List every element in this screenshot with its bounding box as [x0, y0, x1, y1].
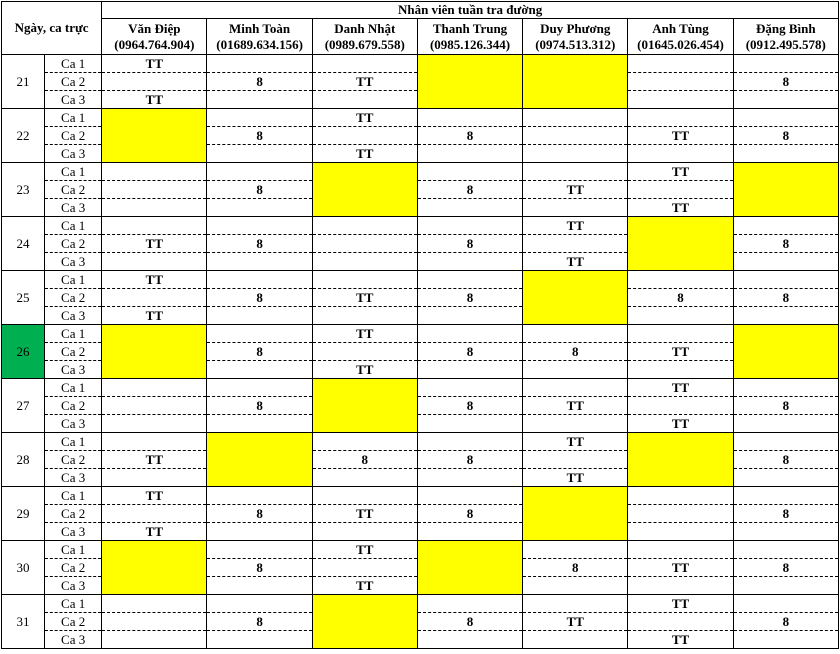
shift-cell: 8: [417, 343, 522, 361]
shift-cell: 8: [417, 289, 522, 307]
shift-cell: 8: [207, 397, 312, 415]
shift-cell: [417, 163, 522, 181]
shift-cell: [733, 307, 838, 325]
shift-label: Ca 1: [45, 163, 102, 181]
shift-cell: 8: [207, 613, 312, 631]
shift-cell: [523, 595, 628, 613]
shift-cell: TT: [312, 325, 417, 343]
schedule-row: [2, 217, 839, 235]
shift-cell: [102, 397, 207, 415]
shift-cell: [312, 469, 417, 487]
shift-cell: TT: [312, 289, 417, 307]
day-number: 28: [2, 433, 45, 487]
day-number: 21: [2, 55, 45, 109]
shift-label: Ca 2: [45, 289, 102, 307]
shift-cell: [628, 73, 733, 91]
employee-name: Văn Điệp: [128, 20, 181, 36]
shift-label: Ca 1: [45, 379, 102, 397]
shift-cell: [417, 487, 522, 505]
shift-cell: [417, 109, 522, 127]
shift-cell: [523, 379, 628, 397]
shift-label: Ca 2: [45, 613, 102, 631]
shift-cell: 8: [523, 559, 628, 577]
schedule-row: [2, 307, 839, 325]
shift-cell: [523, 631, 628, 649]
shift-cell: [523, 127, 628, 145]
shift-cell: [523, 145, 628, 163]
shift-label: Ca 2: [45, 397, 102, 415]
shift-cell: 8: [733, 559, 838, 577]
patrol-schedule-table: [1, 1, 839, 649]
shift-cell: [102, 613, 207, 631]
shift-cell: TT: [523, 217, 628, 235]
shift-cell: [733, 91, 838, 109]
shift-cell: [628, 271, 733, 289]
shift-cell: TT: [523, 469, 628, 487]
off-day-cell: [523, 271, 628, 325]
shift-cell: [102, 289, 207, 307]
patrol-staff-group-header: Nhân viên tuần tra đường: [102, 2, 839, 19]
shift-cell: [312, 217, 417, 235]
shift-label: Ca 3: [45, 469, 102, 487]
off-day-cell: [628, 433, 733, 487]
shift-cell: [628, 325, 733, 343]
shift-cell: [102, 415, 207, 433]
day-number: 23: [2, 163, 45, 217]
shift-cell: [523, 361, 628, 379]
shift-cell: [628, 145, 733, 163]
off-day-cell: [312, 163, 417, 217]
shift-cell: TT: [102, 307, 207, 325]
off-day-cell: [523, 487, 628, 541]
shift-cell: TT: [523, 253, 628, 271]
shift-cell: TT: [523, 181, 628, 199]
shift-cell: 8: [417, 235, 522, 253]
shift-cell: [628, 91, 733, 109]
shift-cell: 8: [417, 181, 522, 199]
employee-header: [733, 19, 838, 55]
employee-header: [102, 19, 207, 55]
schedule-row: [2, 379, 839, 397]
shift-cell: [523, 109, 628, 127]
off-day-cell: [102, 109, 207, 163]
schedule-row: [2, 289, 839, 307]
shift-cell: [417, 253, 522, 271]
shift-cell: [207, 541, 312, 559]
shift-cell: [312, 343, 417, 361]
shift-cell: [207, 577, 312, 595]
shift-cell: [417, 217, 522, 235]
shift-cell: [628, 487, 733, 505]
shift-cell: TT: [102, 451, 207, 469]
employee-header: [207, 19, 312, 55]
shift-cell: [628, 55, 733, 73]
shift-cell: 8: [417, 613, 522, 631]
shift-label: Ca 1: [45, 595, 102, 613]
shift-cell: TT: [102, 523, 207, 541]
shift-cell: [628, 109, 733, 127]
shift-cell: 8: [417, 451, 522, 469]
shift-cell: [628, 361, 733, 379]
shift-label: Ca 2: [45, 73, 102, 91]
employee-name: Đặng Bình: [756, 20, 816, 36]
shift-cell: [207, 145, 312, 163]
shift-cell: TT: [523, 397, 628, 415]
shift-cell: [102, 199, 207, 217]
shift-cell: TT: [523, 613, 628, 631]
shift-cell: [733, 433, 838, 451]
shift-cell: [733, 577, 838, 595]
shift-cell: TT: [102, 55, 207, 73]
shift-label: Ca 2: [45, 181, 102, 199]
shift-label: Ca 1: [45, 541, 102, 559]
shift-cell: 8: [207, 181, 312, 199]
employee-header: [312, 19, 417, 55]
day-shift-header: Ngày, ca trực: [2, 2, 102, 55]
off-day-cell: [102, 325, 207, 379]
shift-cell: TT: [312, 145, 417, 163]
shift-cell: [628, 307, 733, 325]
schedule-row: [2, 163, 839, 181]
off-day-cell: [312, 595, 417, 649]
schedule-row: [2, 199, 839, 217]
employee-phone: (01689.634.156): [216, 36, 303, 52]
employee-phone: (0974.513.312): [535, 36, 616, 52]
shift-cell: [207, 415, 312, 433]
shift-cell: TT: [102, 235, 207, 253]
shift-cell: 8: [207, 235, 312, 253]
shift-cell: [102, 181, 207, 199]
shift-cell: 8: [417, 127, 522, 145]
shift-cell: [312, 91, 417, 109]
off-day-cell: [207, 433, 312, 487]
shift-cell: TT: [628, 559, 733, 577]
shift-cell: [312, 271, 417, 289]
shift-label: Ca 1: [45, 109, 102, 127]
shift-cell: TT: [312, 541, 417, 559]
off-day-cell: [417, 541, 522, 595]
off-day-cell: [628, 217, 733, 271]
shift-label: Ca 3: [45, 91, 102, 109]
off-day-cell: [733, 325, 838, 379]
shift-label: Ca 3: [45, 415, 102, 433]
shift-cell: [207, 217, 312, 235]
shift-label: Ca 2: [45, 505, 102, 523]
shift-cell: [523, 163, 628, 181]
shift-cell: [102, 433, 207, 451]
shift-cell: [523, 325, 628, 343]
schedule-row: [2, 415, 839, 433]
shift-cell: 8: [207, 505, 312, 523]
shift-cell: 8: [207, 289, 312, 307]
shift-cell: [417, 415, 522, 433]
day-number: 22: [2, 109, 45, 163]
shift-cell: 8: [733, 397, 838, 415]
shift-cell: [207, 199, 312, 217]
shift-cell: 8: [733, 127, 838, 145]
shift-cell: [207, 487, 312, 505]
shift-label: Ca 2: [45, 451, 102, 469]
shift-label: Ca 3: [45, 307, 102, 325]
shift-cell: TT: [628, 127, 733, 145]
shift-cell: TT: [628, 631, 733, 649]
schedule-row: [2, 325, 839, 343]
shift-cell: 8: [733, 451, 838, 469]
shift-cell: TT: [312, 109, 417, 127]
shift-label: Ca 2: [45, 343, 102, 361]
shift-cell: 8: [733, 613, 838, 631]
shift-cell: [628, 397, 733, 415]
shift-cell: [207, 325, 312, 343]
off-day-cell: [312, 379, 417, 433]
employee-phone: (0912.495.578): [745, 36, 826, 52]
shift-label: Ca 3: [45, 199, 102, 217]
off-day-cell: [102, 541, 207, 595]
employee-header: [417, 19, 522, 55]
shift-cell: [417, 469, 522, 487]
day-number: 25: [2, 271, 45, 325]
schedule-row: [2, 109, 839, 127]
shift-cell: [733, 541, 838, 559]
schedule-row: [2, 631, 839, 649]
shift-cell: [733, 55, 838, 73]
employee-name: Thanh Trung: [432, 20, 508, 36]
shift-cell: [207, 91, 312, 109]
day-number: 30: [2, 541, 45, 595]
schedule-row: [2, 181, 839, 199]
shift-cell: [417, 361, 522, 379]
shift-label: Ca 3: [45, 577, 102, 595]
shift-cell: [417, 145, 522, 163]
shift-cell: 8: [733, 505, 838, 523]
shift-cell: [312, 253, 417, 271]
schedule-row: [2, 433, 839, 451]
employee-name: Minh Toàn: [229, 20, 291, 36]
shift-label: Ca 1: [45, 217, 102, 235]
shift-cell: [417, 325, 522, 343]
shift-cell: [417, 595, 522, 613]
shift-cell: [733, 271, 838, 289]
shift-label: Ca 2: [45, 127, 102, 145]
shift-cell: [733, 415, 838, 433]
shift-label: Ca 1: [45, 271, 102, 289]
employee-phone: (0964.764.904): [114, 36, 195, 52]
shift-cell: 8: [733, 73, 838, 91]
schedule-row: [2, 487, 839, 505]
shift-cell: [207, 595, 312, 613]
shift-cell: TT: [312, 577, 417, 595]
shift-cell: [733, 217, 838, 235]
shift-cell: 8: [417, 397, 522, 415]
off-day-cell: [733, 163, 838, 217]
shift-cell: TT: [312, 361, 417, 379]
shift-cell: [102, 631, 207, 649]
shift-cell: [207, 307, 312, 325]
schedule-row: [2, 397, 839, 415]
shift-cell: [523, 451, 628, 469]
shift-cell: [207, 379, 312, 397]
day-number: 27: [2, 379, 45, 433]
day-number: 24: [2, 217, 45, 271]
shift-cell: [628, 577, 733, 595]
shift-cell: [733, 253, 838, 271]
shift-cell: [417, 199, 522, 217]
schedule-row: [2, 613, 839, 631]
shift-cell: [628, 181, 733, 199]
shift-cell: [102, 253, 207, 271]
employee-phone: (0985.126.344): [429, 36, 511, 52]
shift-cell: 8: [733, 289, 838, 307]
shift-cell: 8: [628, 289, 733, 307]
shift-label: Ca 2: [45, 235, 102, 253]
shift-cell: TT: [628, 163, 733, 181]
shift-cell: [312, 235, 417, 253]
shift-cell: [733, 595, 838, 613]
shift-cell: 8: [207, 127, 312, 145]
shift-cell: [102, 595, 207, 613]
shift-cell: [733, 109, 838, 127]
shift-cell: [207, 271, 312, 289]
shift-cell: [417, 631, 522, 649]
employee-header: [523, 19, 628, 55]
employee-phone: (01645.026.454): [637, 36, 724, 52]
shift-cell: [102, 469, 207, 487]
schedule-row: [2, 541, 839, 559]
shift-cell: [102, 505, 207, 523]
shift-cell: TT: [628, 199, 733, 217]
shift-cell: [207, 523, 312, 541]
employee-phone: (0989.679.558): [324, 36, 405, 52]
shift-cell: [417, 271, 522, 289]
shift-cell: [207, 109, 312, 127]
shift-label: Ca 3: [45, 145, 102, 163]
schedule-row: [2, 271, 839, 289]
employee-name: Danh Nhật: [334, 20, 396, 36]
off-day-cell: [523, 55, 628, 109]
shift-cell: [312, 487, 417, 505]
shift-cell: [733, 469, 838, 487]
shift-cell: [312, 559, 417, 577]
shift-cell: TT: [628, 379, 733, 397]
shift-cell: [417, 523, 522, 541]
shift-cell: [312, 127, 417, 145]
shift-cell: [207, 55, 312, 73]
shift-cell: [628, 541, 733, 559]
shift-cell: TT: [102, 271, 207, 289]
shift-cell: [207, 361, 312, 379]
shift-cell: [207, 163, 312, 181]
shift-cell: [628, 505, 733, 523]
employee-header: [628, 19, 733, 55]
shift-cell: 8: [733, 235, 838, 253]
off-day-cell: [417, 55, 522, 109]
shift-cell: [102, 379, 207, 397]
shift-cell: TT: [312, 73, 417, 91]
shift-cell: [312, 307, 417, 325]
shift-cell: [733, 145, 838, 163]
day-number: 29: [2, 487, 45, 541]
shift-cell: TT: [628, 595, 733, 613]
schedule-row: [2, 523, 839, 541]
shift-cell: [523, 235, 628, 253]
schedule-row: [2, 595, 839, 613]
shift-cell: [102, 163, 207, 181]
shift-cell: TT: [628, 415, 733, 433]
shift-cell: [628, 523, 733, 541]
shift-cell: [417, 379, 522, 397]
shift-cell: TT: [628, 343, 733, 361]
shift-cell: [733, 523, 838, 541]
shift-label: Ca 1: [45, 433, 102, 451]
shift-label: Ca 1: [45, 487, 102, 505]
shift-cell: [102, 73, 207, 91]
shift-label: Ca 1: [45, 325, 102, 343]
shift-cell: [733, 379, 838, 397]
shift-cell: [523, 415, 628, 433]
day-number: 31: [2, 595, 45, 649]
shift-cell: [523, 541, 628, 559]
shift-label: Ca 3: [45, 631, 102, 649]
shift-cell: [417, 307, 522, 325]
shift-cell: [207, 253, 312, 271]
shift-cell: [102, 217, 207, 235]
shift-cell: 8: [312, 451, 417, 469]
shift-cell: [733, 631, 838, 649]
shift-cell: [523, 577, 628, 595]
shift-cell: 8: [417, 505, 522, 523]
schedule-row: [2, 505, 839, 523]
shift-cell: [312, 523, 417, 541]
shift-label: Ca 3: [45, 523, 102, 541]
employee-name: Anh Tùng: [652, 20, 709, 36]
shift-label: Ca 2: [45, 559, 102, 577]
shift-cell: [628, 613, 733, 631]
shift-cell: 8: [207, 73, 312, 91]
shift-cell: [733, 487, 838, 505]
shift-cell: [207, 631, 312, 649]
shift-cell: TT: [312, 505, 417, 523]
shift-cell: [417, 433, 522, 451]
schedule-row: [2, 55, 839, 73]
shift-cell: TT: [102, 487, 207, 505]
shift-label: Ca 3: [45, 361, 102, 379]
shift-cell: TT: [523, 433, 628, 451]
shift-cell: [523, 199, 628, 217]
shift-cell: [312, 55, 417, 73]
shift-label: Ca 1: [45, 55, 102, 73]
shift-cell: [312, 433, 417, 451]
shift-cell: 8: [207, 343, 312, 361]
shift-cell: TT: [102, 91, 207, 109]
shift-cell: 8: [523, 343, 628, 361]
employee-name: Duy Phương: [540, 20, 611, 36]
shift-cell: 8: [207, 559, 312, 577]
day-number: 26: [2, 325, 45, 379]
shift-label: Ca 3: [45, 253, 102, 271]
